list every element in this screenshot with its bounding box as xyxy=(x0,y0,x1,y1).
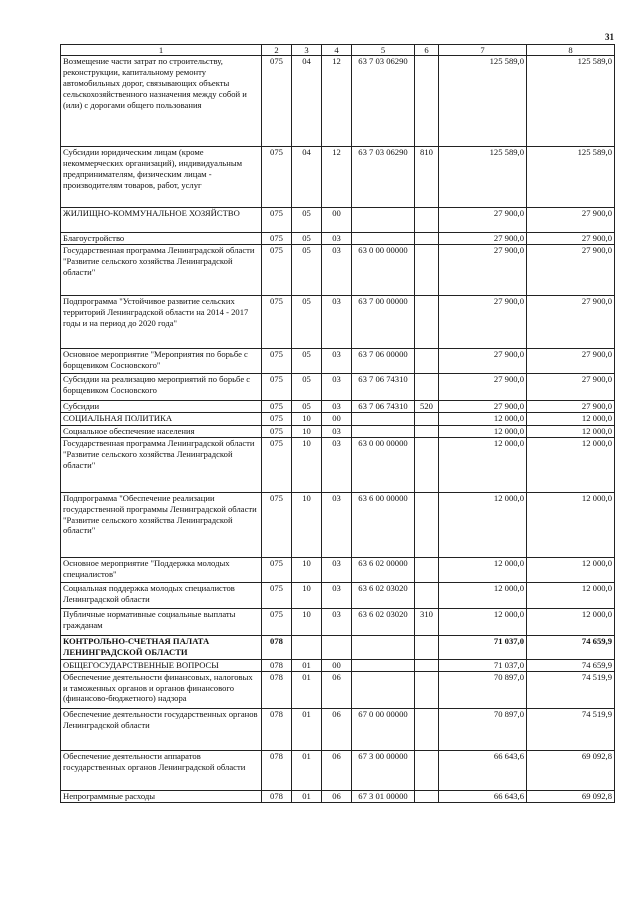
row-code-cell: 078 xyxy=(262,750,292,790)
row-name-cell: Субсидии на реализацию мероприятий по борьбе с борщевиком Сосновского xyxy=(61,373,262,400)
row-expense-type-cell xyxy=(415,790,439,802)
table-row xyxy=(61,557,615,582)
row-amount-2019-cell: 74 659,9 xyxy=(527,659,615,671)
row-expense-type-cell xyxy=(415,557,439,582)
row-amount-2019-cell: 12 000,0 xyxy=(527,437,615,492)
row-target-article-cell: 63 7 03 06290 xyxy=(352,56,415,147)
row-target-article-cell: 63 7 03 06290 xyxy=(352,147,415,208)
row-subsection-cell: 00 xyxy=(322,412,352,425)
row-code-cell: 078 xyxy=(262,635,292,659)
row-target-article-cell: 67 3 00 00000 xyxy=(352,750,415,790)
row-section-cell: 05 xyxy=(292,244,322,295)
row-subsection-cell: 06 xyxy=(322,750,352,790)
row-name-cell: СОЦИАЛЬНАЯ ПОЛИТИКА xyxy=(61,412,262,425)
row-subsection-cell: 03 xyxy=(322,348,352,373)
row-amount-2019-cell: 69 092,8 xyxy=(527,790,615,802)
row-amount-2019-cell: 125 589,0 xyxy=(527,147,615,208)
row-name-cell: Подпрограмма "Устойчивое развитие сельских территорий Ленинградской области на 2014 - 2017 годы и на период до 2020 года" xyxy=(61,295,262,348)
page-number: 31 xyxy=(605,32,614,42)
table-row xyxy=(61,708,615,750)
table-row xyxy=(61,147,615,208)
row-amount-2019-cell: 27 900,0 xyxy=(527,244,615,295)
row-name-cell: ЖИЛИЩНО-КОММУНАЛЬНОЕ ХОЗЯЙСТВО xyxy=(61,208,262,233)
row-name-cell: КОНТРОЛЬНО-СЧЕТНАЯ ПАЛАТА ЛЕНИНГРАДСКОЙ ОБЛАСТИ xyxy=(61,635,262,659)
row-code-cell: 078 xyxy=(262,659,292,671)
row-name-cell: Основное мероприятие "Поддержка молодых специалистов" xyxy=(61,557,262,582)
row-subsection-cell xyxy=(322,635,352,659)
row-section-cell: 10 xyxy=(292,425,322,437)
row-expense-type-cell xyxy=(415,348,439,373)
row-amount-2018-cell: 125 589,0 xyxy=(439,56,527,147)
row-name-cell: Государственная программа Ленинградской области "Развитие сельского хозяйства Ленинградской области" xyxy=(61,437,262,492)
row-target-article-cell xyxy=(352,635,415,659)
row-name-cell: Возмещение части затрат по строительству, реконструкции, капитальному ремонту автомобильных дорог, связывающих объекты сельскохозяйственного назначения между собой и (или) с дорогами общего пользования xyxy=(61,56,262,147)
row-subsection-cell: 06 xyxy=(322,671,352,708)
table-row xyxy=(61,582,615,608)
row-target-article-cell: 67 3 01 00000 xyxy=(352,790,415,802)
row-expense-type-cell xyxy=(415,56,439,147)
column-header: 5 xyxy=(352,45,415,56)
row-subsection-cell: 00 xyxy=(322,659,352,671)
table-row xyxy=(61,425,615,437)
row-target-article-cell xyxy=(352,425,415,437)
column-header: 7 xyxy=(439,45,527,56)
row-expense-type-cell: 520 xyxy=(415,400,439,412)
table-row xyxy=(61,790,615,802)
row-amount-2019-cell: 12 000,0 xyxy=(527,608,615,635)
row-subsection-cell: 03 xyxy=(322,437,352,492)
column-header: 4 xyxy=(322,45,352,56)
row-target-article-cell xyxy=(352,208,415,233)
row-code-cell: 075 xyxy=(262,208,292,233)
row-subsection-cell: 03 xyxy=(322,295,352,348)
row-code-cell: 078 xyxy=(262,708,292,750)
row-name-cell: Государственная программа Ленинградской области "Развитие сельского хозяйства Ленинградской области" xyxy=(61,244,262,295)
row-amount-2018-cell: 71 037,0 xyxy=(439,635,527,659)
column-header: 3 xyxy=(292,45,322,56)
row-section-cell: 04 xyxy=(292,56,322,147)
table-row xyxy=(61,608,615,635)
row-expense-type-cell xyxy=(415,635,439,659)
row-amount-2018-cell: 71 037,0 xyxy=(439,659,527,671)
row-section-cell: 01 xyxy=(292,750,322,790)
row-code-cell: 075 xyxy=(262,56,292,147)
row-target-article-cell xyxy=(352,412,415,425)
row-subsection-cell: 03 xyxy=(322,400,352,412)
row-subsection-cell: 06 xyxy=(322,708,352,750)
table-row xyxy=(61,750,615,790)
row-amount-2019-cell: 27 900,0 xyxy=(527,373,615,400)
row-amount-2019-cell: 27 900,0 xyxy=(527,348,615,373)
row-amount-2018-cell: 12 000,0 xyxy=(439,492,527,557)
row-section-cell: 10 xyxy=(292,492,322,557)
row-name-cell: Подпрограмма "Обеспечение реализации государственной программы Ленинградской области "Развитие сельского хозяйства Ленинградской области" xyxy=(61,492,262,557)
row-name-cell: Благоустройство xyxy=(61,233,262,245)
row-amount-2018-cell: 12 000,0 xyxy=(439,608,527,635)
row-amount-2019-cell: 69 092,8 xyxy=(527,750,615,790)
row-code-cell: 075 xyxy=(262,233,292,245)
row-section-cell: 05 xyxy=(292,208,322,233)
row-section-cell: 01 xyxy=(292,790,322,802)
row-amount-2018-cell: 12 000,0 xyxy=(439,425,527,437)
row-expense-type-cell xyxy=(415,295,439,348)
row-code-cell: 075 xyxy=(262,400,292,412)
row-amount-2019-cell: 27 900,0 xyxy=(527,233,615,245)
column-header: 1 xyxy=(61,45,262,56)
table-row xyxy=(61,412,615,425)
row-amount-2019-cell: 27 900,0 xyxy=(527,400,615,412)
row-expense-type-cell: 810 xyxy=(415,147,439,208)
row-expense-type-cell: 310 xyxy=(415,608,439,635)
row-amount-2018-cell: 66 643,6 xyxy=(439,790,527,802)
row-amount-2019-cell: 27 900,0 xyxy=(527,295,615,348)
row-subsection-cell: 03 xyxy=(322,582,352,608)
row-name-cell: Публичные нормативные социальные выплаты гражданам xyxy=(61,608,262,635)
row-target-article-cell: 63 7 00 00000 xyxy=(352,295,415,348)
row-subsection-cell: 03 xyxy=(322,233,352,245)
row-amount-2019-cell: 12 000,0 xyxy=(527,412,615,425)
row-target-article-cell: 63 7 06 00000 xyxy=(352,348,415,373)
row-amount-2018-cell: 125 589,0 xyxy=(439,147,527,208)
table-row xyxy=(61,295,615,348)
column-header: 8 xyxy=(527,45,615,56)
row-expense-type-cell xyxy=(415,671,439,708)
row-amount-2018-cell: 70 897,0 xyxy=(439,708,527,750)
row-expense-type-cell xyxy=(415,208,439,233)
table-row xyxy=(61,233,615,245)
row-code-cell: 075 xyxy=(262,295,292,348)
table-row xyxy=(61,437,615,492)
row-amount-2018-cell: 27 900,0 xyxy=(439,373,527,400)
row-code-cell: 075 xyxy=(262,557,292,582)
row-section-cell: 01 xyxy=(292,671,322,708)
row-section-cell xyxy=(292,635,322,659)
row-code-cell: 075 xyxy=(262,608,292,635)
row-code-cell: 075 xyxy=(262,412,292,425)
row-name-cell: Обеспечение деятельности государственных органов Ленинградской области xyxy=(61,708,262,750)
row-amount-2018-cell: 27 900,0 xyxy=(439,295,527,348)
row-subsection-cell: 00 xyxy=(322,208,352,233)
row-target-article-cell xyxy=(352,671,415,708)
row-subsection-cell: 03 xyxy=(322,373,352,400)
row-target-article-cell: 63 6 02 03020 xyxy=(352,582,415,608)
row-expense-type-cell xyxy=(415,582,439,608)
row-subsection-cell: 03 xyxy=(322,557,352,582)
row-amount-2019-cell: 12 000,0 xyxy=(527,492,615,557)
table-row xyxy=(61,400,615,412)
column-header: 2 xyxy=(262,45,292,56)
row-section-cell: 10 xyxy=(292,412,322,425)
row-subsection-cell: 06 xyxy=(322,790,352,802)
row-subsection-cell: 03 xyxy=(322,425,352,437)
table-body xyxy=(61,56,615,803)
table-row xyxy=(61,56,615,147)
row-target-article-cell: 63 6 00 00000 xyxy=(352,492,415,557)
table-row xyxy=(61,244,615,295)
row-expense-type-cell xyxy=(415,750,439,790)
row-code-cell: 075 xyxy=(262,582,292,608)
row-code-cell: 075 xyxy=(262,425,292,437)
row-name-cell: Социальное обеспечение населения xyxy=(61,425,262,437)
row-name-cell: Обеспечение деятельности аппаратов государственных органов Ленинградской области xyxy=(61,750,262,790)
row-expense-type-cell xyxy=(415,373,439,400)
row-expense-type-cell xyxy=(415,492,439,557)
row-code-cell: 075 xyxy=(262,492,292,557)
table-row xyxy=(61,373,615,400)
row-name-cell: Обеспечение деятельности финансовых, налоговых и таможенных органов и органов финансового (финансово-бюджетного) надзора xyxy=(61,671,262,708)
row-subsection-cell: 03 xyxy=(322,492,352,557)
row-amount-2019-cell: 12 000,0 xyxy=(527,557,615,582)
row-amount-2019-cell: 74 519,9 xyxy=(527,671,615,708)
row-target-article-cell xyxy=(352,659,415,671)
row-amount-2018-cell: 12 000,0 xyxy=(439,412,527,425)
row-amount-2018-cell: 12 000,0 xyxy=(439,582,527,608)
row-subsection-cell: 12 xyxy=(322,56,352,147)
row-amount-2019-cell: 74 519,9 xyxy=(527,708,615,750)
row-amount-2018-cell: 27 900,0 xyxy=(439,233,527,245)
table-row xyxy=(61,492,615,557)
row-section-cell: 10 xyxy=(292,608,322,635)
row-target-article-cell: 63 0 00 00000 xyxy=(352,437,415,492)
row-section-cell: 05 xyxy=(292,295,322,348)
table-row xyxy=(61,348,615,373)
row-subsection-cell: 12 xyxy=(322,147,352,208)
row-amount-2019-cell: 27 900,0 xyxy=(527,208,615,233)
row-amount-2018-cell: 27 900,0 xyxy=(439,244,527,295)
row-section-cell: 05 xyxy=(292,348,322,373)
row-code-cell: 075 xyxy=(262,373,292,400)
table-header-row xyxy=(61,45,615,56)
row-code-cell: 078 xyxy=(262,671,292,708)
row-amount-2019-cell: 74 659,9 xyxy=(527,635,615,659)
row-target-article-cell: 63 7 06 74310 xyxy=(352,373,415,400)
row-amount-2018-cell: 12 000,0 xyxy=(439,557,527,582)
row-section-cell: 01 xyxy=(292,659,322,671)
row-amount-2019-cell: 125 589,0 xyxy=(527,56,615,147)
row-subsection-cell: 03 xyxy=(322,244,352,295)
row-code-cell: 075 xyxy=(262,244,292,295)
row-target-article-cell: 63 6 02 00000 xyxy=(352,557,415,582)
row-section-cell: 05 xyxy=(292,373,322,400)
row-name-cell: Социальная поддержка молодых специалистов Ленинградской области xyxy=(61,582,262,608)
row-expense-type-cell xyxy=(415,437,439,492)
row-amount-2018-cell: 12 000,0 xyxy=(439,437,527,492)
row-code-cell: 078 xyxy=(262,790,292,802)
row-expense-type-cell xyxy=(415,244,439,295)
table-row xyxy=(61,659,615,671)
row-amount-2018-cell: 27 900,0 xyxy=(439,400,527,412)
row-amount-2018-cell: 27 900,0 xyxy=(439,208,527,233)
row-section-cell: 01 xyxy=(292,708,322,750)
row-name-cell: ОБЩЕГОСУДАРСТВЕННЫЕ ВОПРОСЫ xyxy=(61,659,262,671)
row-expense-type-cell xyxy=(415,659,439,671)
row-expense-type-cell xyxy=(415,412,439,425)
row-name-cell: Непрограммные расходы xyxy=(61,790,262,802)
row-amount-2018-cell: 66 643,6 xyxy=(439,750,527,790)
row-amount-2019-cell: 12 000,0 xyxy=(527,582,615,608)
row-name-cell: Субсидии xyxy=(61,400,262,412)
row-expense-type-cell xyxy=(415,708,439,750)
row-expense-type-cell xyxy=(415,233,439,245)
row-amount-2019-cell: 12 000,0 xyxy=(527,425,615,437)
row-target-article-cell: 63 0 00 00000 xyxy=(352,244,415,295)
row-section-cell: 10 xyxy=(292,582,322,608)
budget-table xyxy=(60,44,615,803)
row-section-cell: 05 xyxy=(292,400,322,412)
row-name-cell: Основное мероприятие "Мероприятия по борьбе с борщевиком Сосновского" xyxy=(61,348,262,373)
table-row xyxy=(61,635,615,659)
row-section-cell: 04 xyxy=(292,147,322,208)
row-amount-2018-cell: 27 900,0 xyxy=(439,348,527,373)
column-header: 6 xyxy=(415,45,439,56)
row-code-cell: 075 xyxy=(262,437,292,492)
table-row xyxy=(61,208,615,233)
row-code-cell: 075 xyxy=(262,147,292,208)
row-target-article-cell: 63 6 02 03020 xyxy=(352,608,415,635)
row-section-cell: 10 xyxy=(292,437,322,492)
row-target-article-cell xyxy=(352,233,415,245)
row-target-article-cell: 63 7 06 74310 xyxy=(352,400,415,412)
row-name-cell: Субсидии юридическим лицам (кроме некоммерческих организаций), индивидуальным предпринимателям, физическим лицам - производителям товаров, работ, услуг xyxy=(61,147,262,208)
table-row xyxy=(61,671,615,708)
row-subsection-cell: 03 xyxy=(322,608,352,635)
row-amount-2018-cell: 70 897,0 xyxy=(439,671,527,708)
row-code-cell: 075 xyxy=(262,348,292,373)
row-expense-type-cell xyxy=(415,425,439,437)
row-section-cell: 10 xyxy=(292,557,322,582)
row-target-article-cell: 67 0 00 00000 xyxy=(352,708,415,750)
row-section-cell: 05 xyxy=(292,233,322,245)
